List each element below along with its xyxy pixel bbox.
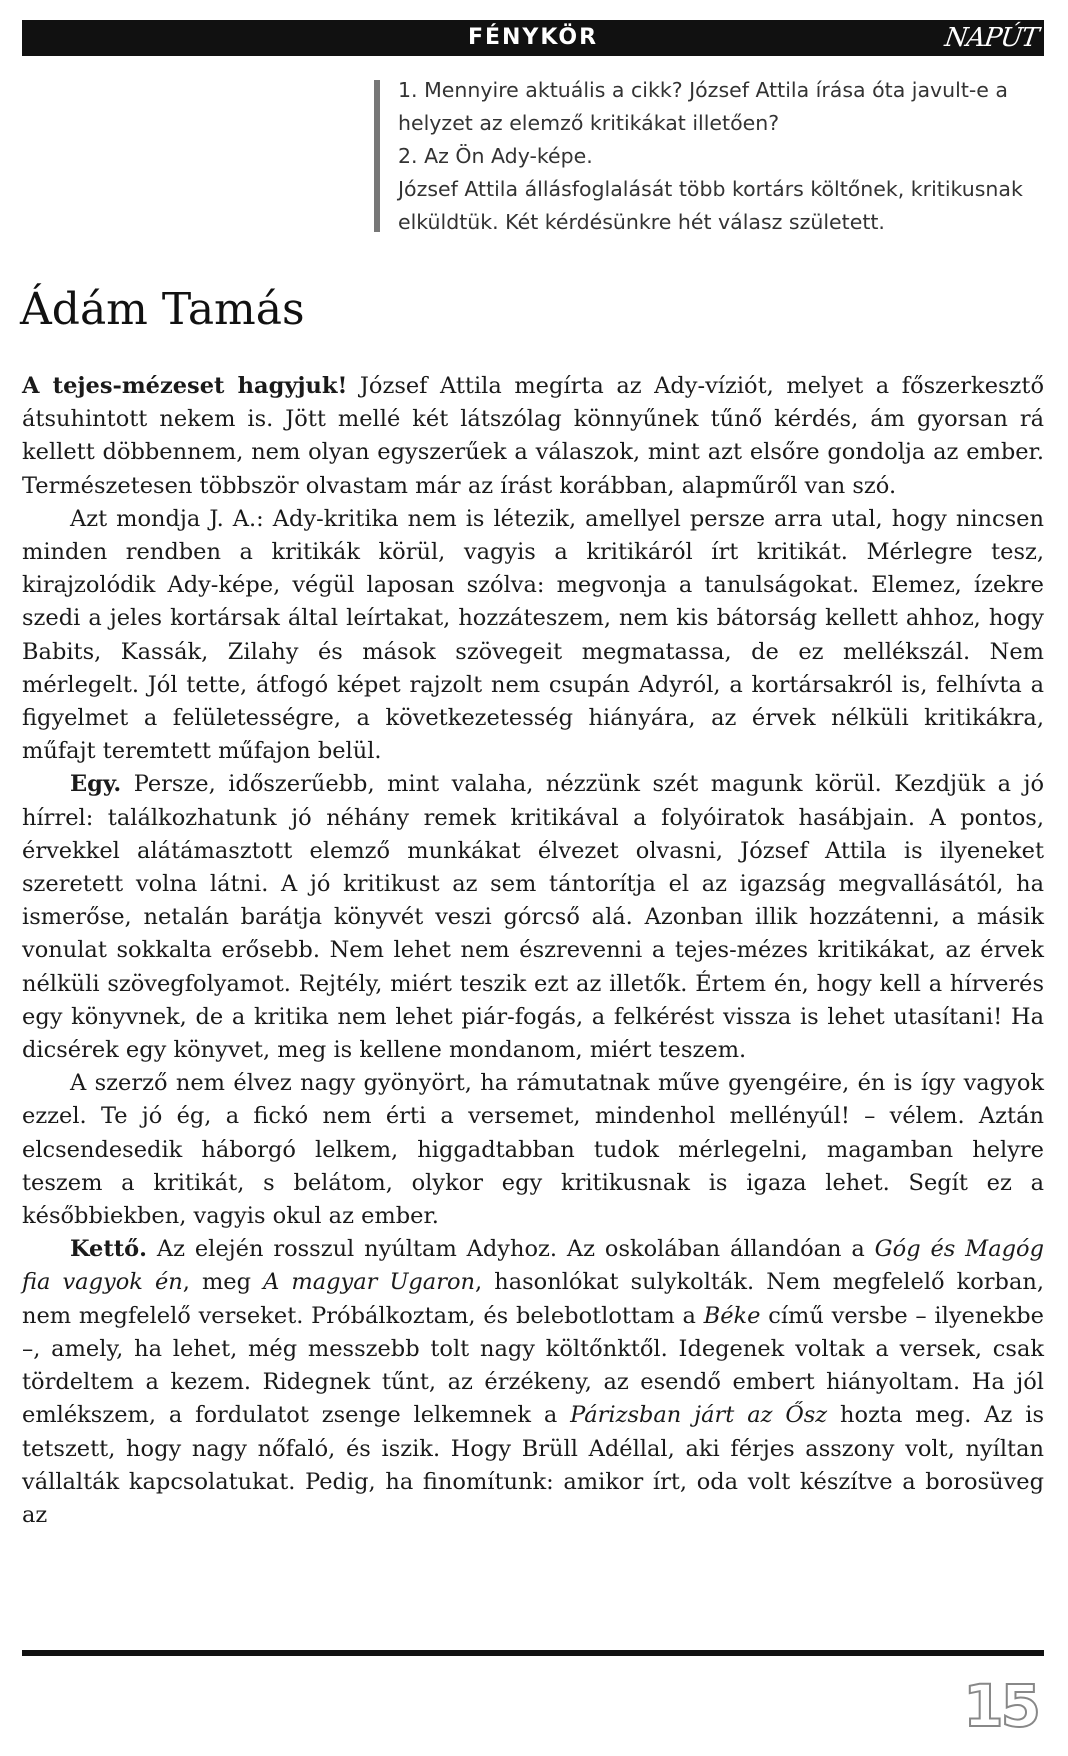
paragraph-1 bbox=[22, 370, 1044, 503]
paragraph-text: Azt mondja J. A.: Ady-kritika nem is létezik, amellyel persze arra utal, hogy nincsen minden rendben a kritikák körül, vagyis a kritikáról írt kritikát. Mérlegre tesz, kirajzolódik Ady-képe, végül laposan szólva: megvonja a tanulságokat. Elemez, ízekre szedi a jeles kortársak által leírtakat, hozzáteszem, nem kis bátorság kellett ahhoz, hogy Babits, Kassák, Zilahy és mások szövegeit megmatassa, de ez mellékszál. Nem mérlegelt. Jól tette, átfogó képet rajzolt nem csupán Adyról, a kortársakról is, felhívta a figyelmet a felületességre, a következetesség hiányára, az érvek nélküli kritikákra, műfajt teremtett műfajon belül. bbox=[22, 505, 1044, 765]
section-title: FÉNYKÖR bbox=[467, 25, 599, 50]
poem-title: Béke bbox=[703, 1302, 761, 1329]
paragraph-text: hozta meg. Az is tetszett, hogy nagy nőfaló, és iszik. Hogy Brüll Adéllal, aki férjes asszony volt, nyíltan vállalták kapcsolatukat. Pedig, ha finomítunk: amikor írt, oda volt készítve a borosüveg az bbox=[22, 1402, 1044, 1528]
paragraph-text: című versbe – ilyenekbe –, amely, ha lehet, még messzebb tolt nagy költőnktől. Idegenek voltak a versek, csak tördeltem a kezem. Ridegnek tűnt, az érzékeny, az esendő embert hiányoltam. Ha jól emlékszem, a fordulatot zsenge lelkemnek a bbox=[22, 1302, 1045, 1429]
paragraph-lead: A tejes-mézeset hagyjuk! bbox=[22, 373, 348, 399]
paragraph-4 bbox=[22, 1067, 1044, 1233]
poem-title: Párizsban járt az Ősz bbox=[570, 1402, 828, 1429]
paragraph-text: Persze, időszerűebb, mint valaha, nézzünk szét magunk körül. Kezdjük a jó hírrel: találkozhatunk jó néhány remek kritikával a folyóiratok hasábjain. A pontos, érvekkel alátámasztott elemző munkákat élvezet olvasni, József Attila is ilyeneket szeretett volna látni. A jó kritikust az sem tántorítja el az igazság megvallásától, ha ismerőse, netalán barátja könyvét veszi górcső alá. Azonban illik hozzátenni, a másik vonulat sokkalta erősebb. Nem lehet nem észrevenni a tejes-mézes kritikákat, az érvek nélküli szövegfolyamot. Rejtély, miért teszik ezt az illetők. Értem én, hogy kell a hírverés egy könyvnek, de a kritika nem lehet piár-fogás, a felkérést vissza is lehet utasítani! Ha dicsérek egy könyvet, meg is kellene mondanom, miért teszem. bbox=[22, 771, 1044, 1064]
paragraph-2 bbox=[22, 503, 1044, 769]
poem-title: Góg és Magóg fia vagyok én bbox=[22, 1236, 1044, 1296]
question-2: 2. Az Ön Ady-képe. bbox=[398, 144, 593, 168]
paragraph-text: , meg bbox=[182, 1269, 264, 1296]
poem-title: A magyar Ugaron bbox=[263, 1269, 476, 1296]
paragraph-5 bbox=[22, 1233, 1044, 1532]
paragraph-lead: Egy. bbox=[70, 771, 122, 798]
paragraph-3 bbox=[22, 768, 1044, 1067]
section-header-bar bbox=[22, 20, 1044, 56]
author-name: Ádám Tamás bbox=[20, 284, 305, 335]
page-number: 15 bbox=[963, 1672, 1038, 1740]
paragraph-text: , hasonlókat sulykolták. Nem megfelelő korban, nem megfelelő verseket. Próbálkoztam, és belebotlottam a bbox=[22, 1269, 1045, 1329]
paragraph-text: Az elején rosszul nyúltam Adyhoz. Az oskolában állandóan a bbox=[147, 1236, 875, 1263]
paragraph-text: József Attila megírta az Ady-víziót, melyet a főszerkesztő átsuhintott nekem is. Jött mellé két látszólag könnyűnek tűnő kérdés, ám gyorsan rá kellett döbbennem, nem olyan egyszerűek a válaszok, mint azt elsőre gondolja az ember. Természetesen többször olvastam már az írást korábban, alapműről van szó. bbox=[22, 373, 1044, 499]
editorial-note: József Attila állásfoglalását több kortárs költőnek, kritikusnak elküldtük. Két kérdésünkre hét válasz született. bbox=[398, 177, 1023, 234]
paragraph-lead: Kettő. bbox=[70, 1236, 148, 1263]
paragraph-text: A szerző nem élvez nagy gyönyört, ha rámutatnak műve gyengéire, én is így vagyok ezzel. Te jó ég, a fickó nem érti a versemet, mindenhol mellényúl! – vélem. Aztán elcsendesedik háborgó lelkem, higgadtabban tudok mérlegelni, magamban helyre teszem a kritikát, s belátom, olykor egy kritikusnak is igaza lehet. Segít ez a későbbiekben, vagyis okul az ember. bbox=[22, 1070, 1044, 1230]
editorial-questions bbox=[398, 74, 1046, 239]
footer-rule bbox=[22, 1650, 1044, 1656]
question-1: 1. Mennyire aktuális a cikk? József Attila írása óta javult-e a helyzet az elemző kritikákat illetően? bbox=[398, 78, 1008, 135]
article-body bbox=[22, 370, 1044, 1532]
magazine-logo: NAPÚT bbox=[943, 23, 1041, 53]
intro-sidebar-rule bbox=[374, 80, 380, 232]
